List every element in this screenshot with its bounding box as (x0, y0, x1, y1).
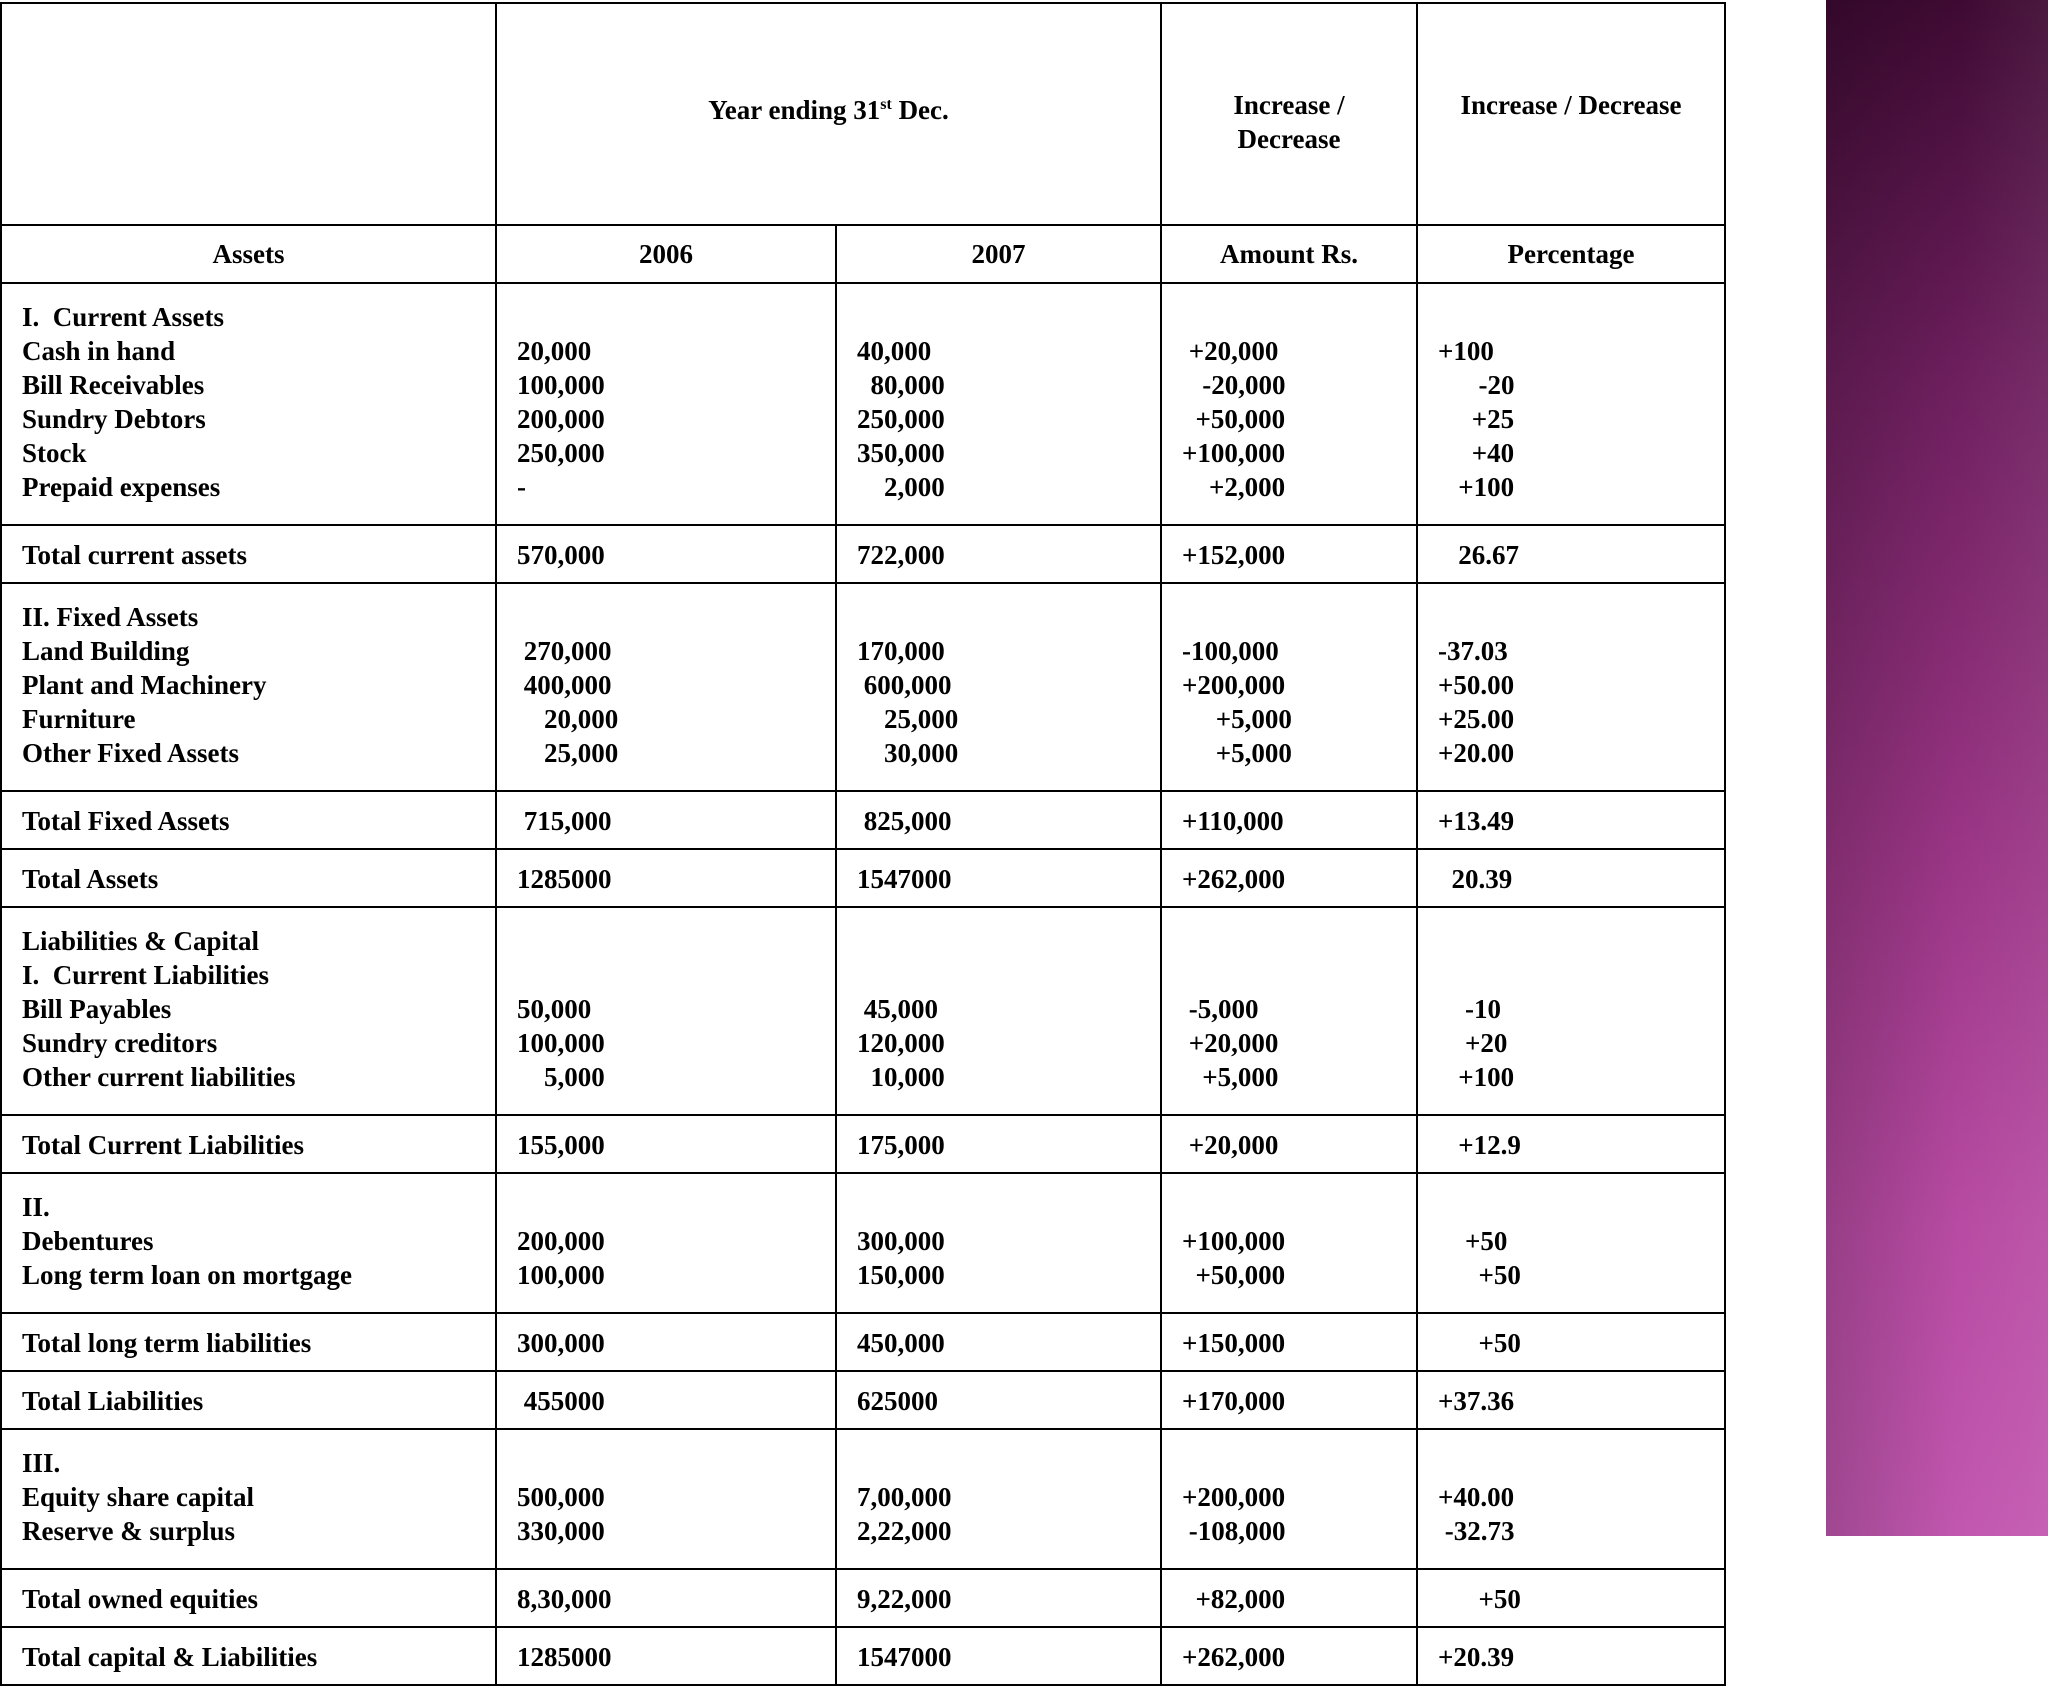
value-2007: 825,000 (857, 806, 952, 836)
label: Equity share capital (22, 1482, 255, 1512)
percentage-change-cell (1417, 1429, 1725, 1569)
percentage-change-cell (1417, 1313, 1725, 1371)
value-2007-cell (836, 1313, 1161, 1371)
percentage-change-cell (1417, 849, 1725, 907)
total-row (1, 1115, 1725, 1173)
amount-change-cell (1161, 907, 1417, 1115)
value-2007 (857, 300, 1160, 334)
year-group-label: Year ending 31 (708, 95, 881, 125)
percentage-change-cell (1417, 525, 1725, 583)
value-2007 (857, 958, 1160, 992)
col-header-percentage: Percentage (1417, 225, 1725, 283)
amount-change: +20,000 (1182, 336, 1279, 366)
value-2006 (517, 300, 835, 334)
value-2006-cell (496, 1313, 836, 1371)
value-2006: 8,30,000 (517, 1584, 612, 1614)
label: Debentures (22, 1226, 154, 1256)
percentage-change-cell (1417, 583, 1725, 791)
amount-change (1182, 1446, 1416, 1480)
label: Furniture (22, 704, 136, 734)
group-row (1, 907, 1725, 1115)
label: Other current liabilities (22, 1062, 296, 1092)
amount-change: +152,000 (1182, 540, 1286, 570)
value-2007: 175,000 (857, 1130, 945, 1160)
increase-decrease-pct-label: Increase / Decrease (1460, 90, 1682, 120)
label: I. Current Liabilities (22, 960, 270, 990)
value-2006 (517, 1446, 835, 1480)
total-row (1, 1313, 1725, 1371)
value-2006: 100,000 (517, 370, 605, 400)
percentage-change: -37.03 (1438, 636, 1508, 666)
amount-change: +5,000 (1182, 704, 1292, 734)
amount-change: -5,000 (1182, 994, 1259, 1024)
value-2006: 155,000 (517, 1130, 605, 1160)
value-2007: 722,000 (857, 540, 945, 570)
percentage-change-cell (1417, 283, 1725, 525)
value-2006-cell (496, 1173, 836, 1313)
label-cell (1, 583, 496, 791)
amount-change: -20,000 (1182, 370, 1286, 400)
label-cell (1, 1371, 496, 1429)
value-2006: 100,000 (517, 1260, 605, 1290)
percentage-change: +13.49 (1438, 806, 1515, 836)
year-group-tail: Dec. (891, 95, 949, 125)
comparative-balance-sheet-table (0, 2, 1726, 1686)
amount-change: -100,000 (1182, 636, 1279, 666)
percentage-change: +50 (1438, 1260, 1521, 1290)
value-2006: 300,000 (517, 1328, 605, 1358)
total-row (1, 1627, 1725, 1685)
value-2006: 1285000 (517, 1642, 612, 1672)
value-2007: 7,00,000 (857, 1482, 952, 1512)
percentage-change: +40.00 (1438, 1482, 1515, 1512)
amount-change: +150,000 (1182, 1328, 1286, 1358)
value-2006: 20,000 (517, 336, 592, 366)
label: Total Fixed Assets (22, 806, 230, 836)
total-row (1, 1371, 1725, 1429)
label: Sundry creditors (22, 1028, 218, 1058)
amount-change: +2,000 (1182, 472, 1286, 502)
percentage-change: +100 (1438, 472, 1515, 502)
col-header-2007: 2007 (836, 225, 1161, 283)
value-2006 (517, 1190, 835, 1224)
total-row (1, 791, 1725, 849)
amount-change: +50,000 (1182, 1260, 1286, 1290)
col-header-2006: 2006 (496, 225, 836, 283)
amount-change: +100,000 (1182, 438, 1286, 468)
label: Land Building (22, 636, 190, 666)
amount-change: +200,000 (1182, 1482, 1286, 1512)
label: II. (22, 1192, 50, 1222)
value-2007: 250,000 (857, 404, 945, 434)
label: Total Current Liabilities (22, 1130, 305, 1160)
col-header-amount: Amount Rs. (1161, 225, 1417, 283)
value-2007: 40,000 (857, 336, 932, 366)
amount-change (1182, 958, 1416, 992)
total-row (1, 849, 1725, 907)
value-2006: 1285000 (517, 864, 612, 894)
value-2006-cell (496, 1627, 836, 1685)
amount-change (1182, 300, 1416, 334)
value-2007: 120,000 (857, 1028, 945, 1058)
value-2007 (857, 924, 1160, 958)
value-2007 (857, 1190, 1160, 1224)
group-row (1, 1429, 1725, 1569)
percentage-change: +100 (1438, 336, 1494, 366)
value-2007: 45,000 (857, 994, 938, 1024)
value-2006-cell (496, 1115, 836, 1173)
percentage-change: +50 (1438, 1328, 1521, 1358)
percentage-change: -32.73 (1438, 1516, 1515, 1546)
percentage-change-cell (1417, 1569, 1725, 1627)
percentage-change: +50.00 (1438, 670, 1515, 700)
value-2007: 10,000 (857, 1062, 945, 1092)
amount-change: +200,000 (1182, 670, 1286, 700)
amount-change: +100,000 (1182, 1226, 1286, 1256)
label: Other Fixed Assets (22, 738, 239, 768)
value-2006: 330,000 (517, 1516, 605, 1546)
amount-change-cell (1161, 283, 1417, 525)
amount-change: +20,000 (1182, 1028, 1279, 1058)
value-2006 (517, 924, 835, 958)
value-2007: 25,000 (857, 704, 959, 734)
percentage-change: +100 (1438, 1062, 1515, 1092)
value-2006: 200,000 (517, 404, 605, 434)
value-2007-cell (836, 283, 1161, 525)
amount-change: +5,000 (1182, 1062, 1279, 1092)
header-row-columns (1, 225, 1725, 283)
amount-change-cell (1161, 849, 1417, 907)
amount-change: +5,000 (1182, 738, 1292, 768)
percentage-change-cell (1417, 1115, 1725, 1173)
value-2007-cell (836, 583, 1161, 791)
amount-change-cell (1161, 525, 1417, 583)
percentage-change: +12.9 (1438, 1130, 1521, 1160)
header-year-group (496, 3, 1161, 225)
percentage-change-cell (1417, 907, 1725, 1115)
percentage-change: -20 (1438, 370, 1515, 400)
value-2007-cell (836, 1569, 1161, 1627)
amount-change: +110,000 (1182, 806, 1284, 836)
label-cell (1, 907, 496, 1115)
value-2007: 2,000 (857, 472, 945, 502)
label: Total Assets (22, 864, 159, 894)
label-cell (1, 1627, 496, 1685)
header-row-top (1, 3, 1725, 225)
label-cell (1, 1173, 496, 1313)
amount-change-cell (1161, 1115, 1417, 1173)
amount-change-cell (1161, 1627, 1417, 1685)
amount-change (1182, 924, 1416, 958)
value-2006: 570,000 (517, 540, 605, 570)
amount-change-cell (1161, 1313, 1417, 1371)
value-2006-cell (496, 1429, 836, 1569)
label-cell (1, 1569, 496, 1627)
value-2007: 80,000 (857, 370, 945, 400)
label: II. Fixed Assets (22, 602, 199, 632)
amount-change: +20,000 (1182, 1130, 1279, 1160)
value-2007: 30,000 (857, 738, 959, 768)
percentage-change-cell (1417, 1371, 1725, 1429)
label: Stock (22, 438, 87, 468)
group-row (1, 583, 1725, 791)
value-2006: 500,000 (517, 1482, 605, 1512)
value-2007 (857, 600, 1160, 634)
label-cell (1, 1429, 496, 1569)
header-empty-cell (1, 3, 496, 225)
value-2006: - (517, 472, 526, 502)
value-2007-cell (836, 1627, 1161, 1685)
label: Reserve & surplus (22, 1516, 235, 1546)
group-row (1, 1173, 1725, 1313)
percentage-change (1438, 1446, 1724, 1480)
amount-change-cell (1161, 583, 1417, 791)
label-cell (1, 791, 496, 849)
amount-change: +262,000 (1182, 864, 1286, 894)
value-2006: 20,000 (517, 704, 619, 734)
label: III. (22, 1448, 61, 1478)
value-2006-cell (496, 849, 836, 907)
value-2006-cell (496, 283, 836, 525)
value-2007: 1547000 (857, 1642, 952, 1672)
value-2007: 150,000 (857, 1260, 945, 1290)
value-2006-cell (496, 1569, 836, 1627)
amount-change-cell (1161, 1173, 1417, 1313)
col-header-assets: Assets (1, 225, 496, 283)
table-body (1, 283, 1725, 1685)
label: Liabilities & Capital (22, 926, 260, 956)
label: I. Current Assets (22, 302, 224, 332)
percentage-change: +20 (1438, 1028, 1508, 1058)
increase-decrease-label: Increase / Decrease (1233, 90, 1345, 154)
total-row (1, 1569, 1725, 1627)
label: Bill Receivables (22, 370, 205, 400)
value-2007: 2,22,000 (857, 1516, 952, 1546)
percentage-change: -10 (1438, 994, 1501, 1024)
percentage-change (1438, 600, 1724, 634)
percentage-change (1438, 924, 1724, 958)
amount-change-cell (1161, 791, 1417, 849)
value-2006: 50,000 (517, 994, 592, 1024)
value-2007-cell (836, 1173, 1161, 1313)
value-2007: 300,000 (857, 1226, 945, 1256)
label-cell (1, 283, 496, 525)
amount-change (1182, 1190, 1416, 1224)
value-2006: 25,000 (517, 738, 619, 768)
label-cell (1, 525, 496, 583)
percentage-change (1438, 958, 1724, 992)
value-2007: 450,000 (857, 1328, 945, 1358)
percentage-change (1438, 300, 1724, 334)
value-2006: 200,000 (517, 1226, 605, 1256)
value-2007: 600,000 (857, 670, 952, 700)
label-cell (1, 1313, 496, 1371)
value-2007-cell (836, 907, 1161, 1115)
value-2006: 715,000 (517, 806, 612, 836)
group-row (1, 283, 1725, 525)
value-2007-cell (836, 1115, 1161, 1173)
percentage-change-cell (1417, 791, 1725, 849)
value-2007: 350,000 (857, 438, 945, 468)
value-2006: 270,000 (517, 636, 612, 666)
value-2006 (517, 600, 835, 634)
value-2006: 100,000 (517, 1028, 605, 1058)
amount-change: +50,000 (1182, 404, 1286, 434)
value-2007: 1547000 (857, 864, 952, 894)
value-2006: 400,000 (517, 670, 612, 700)
label-cell (1, 1115, 496, 1173)
value-2006: 5,000 (517, 1062, 605, 1092)
value-2006: 455000 (517, 1386, 605, 1416)
value-2006-cell (496, 791, 836, 849)
percentage-change: 26.67 (1438, 540, 1519, 570)
amount-change: +82,000 (1182, 1584, 1286, 1614)
label: Plant and Machinery (22, 670, 267, 700)
label: Bill Payables (22, 994, 172, 1024)
label: Total current assets (22, 540, 247, 570)
percentage-change: +25.00 (1438, 704, 1515, 734)
amount-change-cell (1161, 1371, 1417, 1429)
percentage-change: +20.00 (1438, 738, 1515, 768)
amount-change: +170,000 (1182, 1386, 1286, 1416)
value-2006 (517, 958, 835, 992)
header-increase-decrease (1161, 3, 1417, 225)
percentage-change-cell (1417, 1173, 1725, 1313)
value-2006: 250,000 (517, 438, 605, 468)
label-cell (1, 849, 496, 907)
percentage-change: 20.39 (1438, 864, 1513, 894)
amount-change: +262,000 (1182, 1642, 1286, 1672)
value-2007: 625000 (857, 1386, 938, 1416)
value-2007-cell (836, 791, 1161, 849)
percentage-change: +50 (1438, 1584, 1521, 1614)
amount-change-cell (1161, 1429, 1417, 1569)
value-2007-cell (836, 525, 1161, 583)
label: Total Liabilities (22, 1386, 204, 1416)
percentage-change (1438, 1190, 1724, 1224)
label: Prepaid expenses (22, 472, 221, 502)
value-2006-cell (496, 1371, 836, 1429)
percentage-change: +20.39 (1438, 1642, 1515, 1672)
value-2007-cell (836, 1429, 1161, 1569)
value-2007-cell (836, 849, 1161, 907)
total-row (1, 525, 1725, 583)
value-2007 (857, 1446, 1160, 1480)
label: Total owned equities (22, 1584, 259, 1614)
label: Long term loan on mortgage (22, 1260, 352, 1290)
header-increase-decrease-pct (1417, 3, 1725, 225)
decorative-side-bar (1826, 0, 2048, 1536)
percentage-change: +25 (1438, 404, 1515, 434)
percentage-change: +50 (1438, 1226, 1508, 1256)
amount-change-cell (1161, 1569, 1417, 1627)
value-2007-cell (836, 1371, 1161, 1429)
label: Cash in hand (22, 336, 176, 366)
value-2007: 170,000 (857, 636, 945, 666)
value-2007: 9,22,000 (857, 1584, 952, 1614)
value-2006-cell (496, 525, 836, 583)
value-2006-cell (496, 907, 836, 1115)
percentage-change-cell (1417, 1627, 1725, 1685)
value-2006-cell (496, 583, 836, 791)
label: Total long term liabilities (22, 1328, 312, 1358)
percentage-change: +37.36 (1438, 1386, 1515, 1416)
amount-change: -108,000 (1182, 1516, 1286, 1546)
amount-change (1182, 600, 1416, 634)
year-group-superscript: st (880, 96, 892, 113)
label: Sundry Debtors (22, 404, 206, 434)
label: Total capital & Liabilities (22, 1642, 318, 1672)
percentage-change: +40 (1438, 438, 1515, 468)
